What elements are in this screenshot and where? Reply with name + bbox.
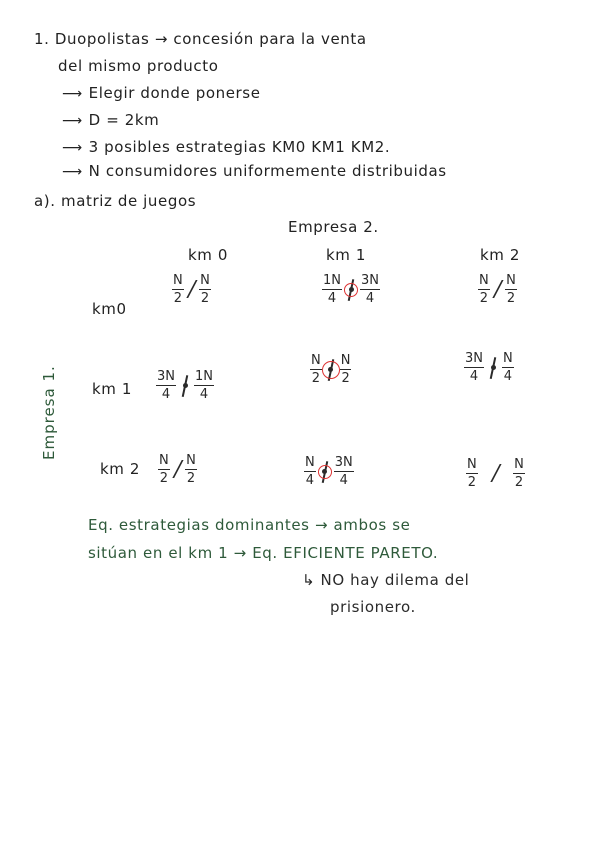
slash-separator: /	[185, 276, 198, 302]
row-header-1: km 1	[92, 380, 133, 398]
conclusion-line-2: sitúan en el km 1 → Eq. EFICIENTE PARETO.	[88, 544, 439, 562]
best-response-marker	[320, 459, 330, 485]
payoff-firm1: $\frac{3N}{4}$	[465, 351, 483, 384]
arrow-right-icon: ⟶	[62, 164, 83, 180]
row-header-0: km0	[92, 300, 127, 318]
section-a-title: a). matriz de juegos	[34, 192, 197, 210]
payoff-cell-2-1	[304, 456, 354, 487]
col-player-label: Empresa 2.	[288, 218, 379, 236]
conclusion-line-3: ↳ NO hay dilema del	[302, 571, 470, 589]
payoff-firm1: $\frac{N}{4}$	[305, 455, 315, 488]
payoff-firm2: $\frac{N}{4}$	[503, 351, 513, 384]
best-response-marker	[180, 373, 190, 399]
payoff-firm2: $\frac{N}{2}$	[340, 353, 351, 386]
payoff-firm2: $\frac{N}{2}$	[506, 273, 516, 306]
bullet-2-text: D = 2km	[88, 111, 160, 129]
payoff-firm2: $\frac{N}{2}$	[514, 457, 524, 490]
bullet-3	[62, 138, 390, 156]
payoff-firm1: $\frac{3N}{4}$	[157, 369, 175, 402]
nash-equilibrium-marker	[326, 357, 336, 383]
payoff-firm1: $\frac{N}{2}$	[479, 273, 489, 306]
arrow-right-icon: ⟶	[62, 113, 83, 129]
bullet-4-text: N consumidores uniformemente distribuidas	[88, 162, 447, 180]
bullet-1-text: Elegir donde ponerse	[88, 84, 261, 102]
payoff-firm1: $\frac{1N}{4}$	[323, 273, 341, 306]
payoff-firm1: $\frac{N}{2}$	[467, 457, 477, 490]
payoff-cell-0-0	[172, 274, 211, 305]
payoff-firm2: $\frac{1N}{4}$	[195, 369, 213, 402]
row-header-2: km 2	[100, 460, 141, 478]
row-player-label: Empresa 1.	[40, 365, 58, 460]
slash-separator: /	[171, 456, 184, 482]
payoff-cell-1-0	[156, 370, 214, 401]
note-line-2: del mismo producto	[58, 57, 219, 75]
payoff-firm2: $\frac{3N}{4}$	[334, 455, 353, 488]
bullet-4	[62, 162, 447, 180]
payoff-cell-0-1	[322, 274, 380, 305]
payoff-firm1: $\frac{N}{2}$	[311, 353, 321, 386]
payoff-cell-1-2	[464, 352, 514, 383]
slash-separator: /	[491, 276, 504, 302]
bullet-2	[62, 111, 159, 129]
payoff-cell-1-1	[310, 354, 351, 385]
bullet-3-text: 3 posibles estrategias KM0 KM1 KM2.	[88, 138, 391, 156]
conclusion-line-4: prisionero.	[330, 598, 416, 616]
best-response-marker	[346, 277, 356, 303]
payoff-cell-0-2	[478, 274, 517, 305]
payoff-cell-2-2	[466, 458, 525, 489]
best-response-marker	[488, 355, 498, 381]
conclusion-line-1: Eq. estrategias dominantes → ambos se	[88, 516, 411, 534]
arrow-right-icon: ⟶	[62, 140, 83, 156]
col-header-0: km 0	[188, 246, 229, 264]
arrow-right-icon: ⟶	[62, 86, 83, 102]
payoff-firm2: $\frac{N}{2}$	[200, 273, 210, 306]
col-header-2: km 2	[480, 246, 521, 264]
bullet-1	[62, 84, 261, 102]
payoff-firm1: $\frac{N}{2}$	[173, 273, 183, 306]
payoff-firm1: $\frac{N}{2}$	[159, 453, 169, 486]
slash-separator: /	[489, 460, 502, 486]
col-header-1: km 1	[326, 246, 367, 264]
note-line-1: 1. Duopolistas → concesión para la venta	[34, 30, 367, 48]
payoff-firm2: $\frac{3N}{4}$	[361, 273, 379, 306]
payoff-cell-2-0	[158, 454, 197, 485]
payoff-firm2: $\frac{N}{2}$	[186, 453, 196, 486]
